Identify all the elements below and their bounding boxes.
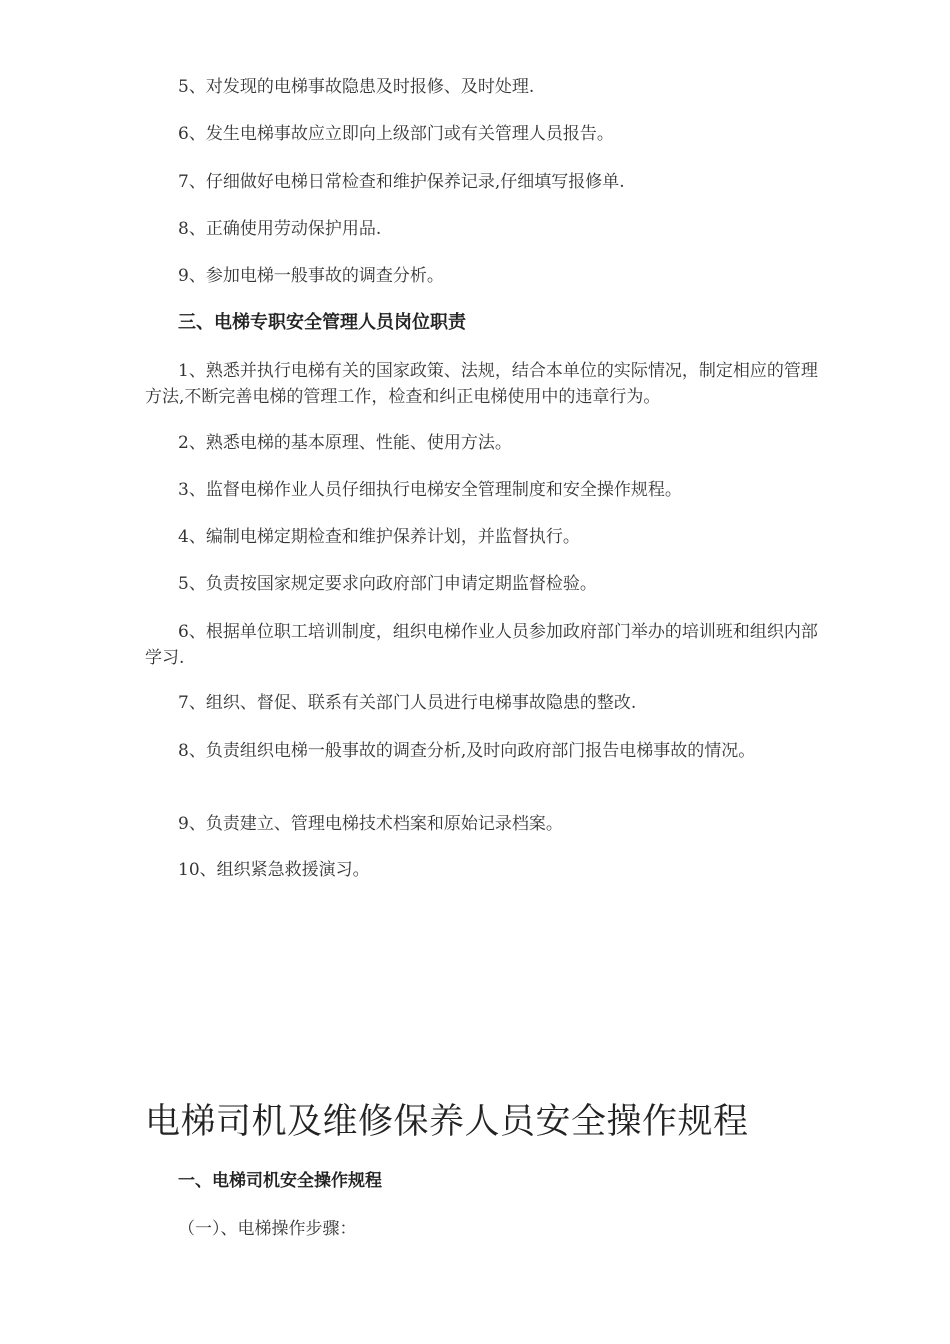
- section-3-item-4: 4、编制电梯定期检查和维护保养计划，并监督执行。: [178, 527, 580, 547]
- duty-item-6: 6、发生电梯事故应立即向上级部门或有关管理人员报告。: [178, 124, 614, 144]
- chapter-section-1-heading: 一、电梯司机安全操作规程: [178, 1171, 382, 1191]
- chapter-title: 电梯司机及维修保养人员安全操作规程: [145, 1102, 749, 1142]
- section-3-item-2: 2、熟悉电梯的基本原理、性能、使用方法。: [178, 433, 512, 453]
- chapter-subsection-1-heading: （一）、电梯操作步骤：: [178, 1219, 357, 1239]
- duty-item-7: 7、仔细做好电梯日常检查和维护保养记录,仔细填写报修单.: [178, 172, 625, 192]
- section-3-item-5: 5、负责按国家规定要求向政府部门申请定期监督检验。: [178, 574, 597, 594]
- section-3-item-8: 8、负责组织电梯一般事故的调查分析,及时向政府部门报告电梯事故的情况。: [178, 741, 756, 761]
- duty-item-9: 9、参加电梯一般事故的调查分析。: [178, 266, 444, 286]
- section-3-item-10: 10、组织紧急救援演习。: [178, 860, 370, 880]
- duty-item-5: 5、对发现的电梯事故隐患及时报修、及时处理.: [178, 77, 535, 97]
- section-3-item-7: 7、组织、督促、联系有关部门人员进行电梯事故隐患的整改.: [178, 693, 637, 713]
- duty-item-8: 8、正确使用劳动保护用品.: [178, 219, 382, 239]
- section-3-item-3: 3、监督电梯作业人员仔细执行电梯安全管理制度和安全操作规程。: [178, 480, 682, 500]
- section-3-item-1: 1、熟悉并执行电梯有关的国家政策、法规，结合本单位的实际情况，制定相应的管理方法,不断完善电梯的管理工作，检查和纠正电梯使用中的违章行为。: [145, 361, 818, 407]
- section-3-item-6: 6、根据单位职工培训制度，组织电梯作业人员参加政府部门举办的培训班和组织内部学习.: [145, 622, 818, 668]
- section-3-item-9: 9、负责建立、管理电梯技术档案和原始记录档案。: [178, 814, 563, 834]
- section-3-heading: 三、电梯专职安全管理人员岗位职责: [178, 312, 466, 333]
